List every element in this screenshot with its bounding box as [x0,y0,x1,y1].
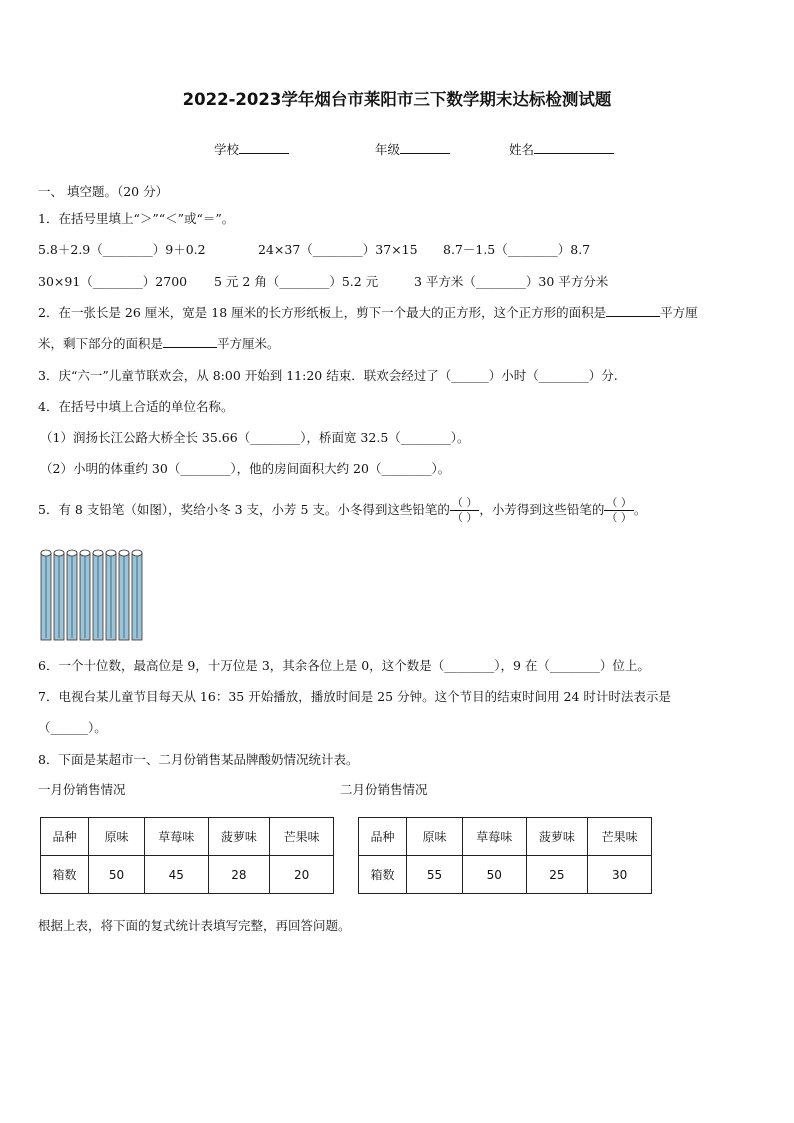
table-header-cell: 原味 [89,818,145,856]
name-blank[interactable] [534,141,614,154]
q1-item: 3 平方米（________）30 平方分米 [414,274,609,289]
pencil-icon [93,550,103,640]
fraction-numerator: （ ） [606,496,632,509]
q2-blank-1[interactable] [606,304,660,317]
february-sales-table [358,817,652,894]
page-title: 2022-2023学年烟台市莱阳市三下数学期末达标检测试题 [182,90,612,109]
table-cell: 45 [144,856,208,894]
table-header-cell: 芒果味 [270,818,334,856]
table-header-row [359,818,652,856]
table-header-row [41,818,334,856]
school-blank[interactable] [239,141,289,154]
table-cell: 55 [407,856,463,894]
school-field [214,140,289,158]
table-header-cell: 草莓味 [144,818,208,856]
section-heading: 一、 填空题。（20 分） [38,184,169,199]
q4-part-1: （1）润扬长江公路大桥全长 35.66（________），桥面宽 32.5（________）。 [40,430,470,445]
pencil-icon [132,550,142,640]
fraction-numerator: （ ） [451,496,478,509]
pencils-figure [38,545,148,643]
q1-item: 5 元 2 角（________）5.2 元 [214,274,379,289]
pencil-icon [119,550,129,640]
q2-text: 米，剩下部分的面积是 [38,336,164,351]
table-row-label: 箱数 [359,856,407,894]
table-1-title: 一月份销售情况 [38,782,126,797]
question-7: 7．电视台某儿童节目每天从 16：35 开始播放，播放时间是 25 分钟。这个节目的结束时间用 24 时计时法表示是 [38,689,671,704]
table-cell: 30 [588,856,652,894]
grade-blank[interactable] [400,141,450,154]
table-header-cell: 草莓味 [462,818,526,856]
table-cell: 28 [208,856,270,894]
table-cell: 25 [526,856,588,894]
q2-text: 2．在一张长是 26 厘米，宽是 18 厘米的长方形纸板上，剪下一个最大的正方形，这个正方形的面积是 [38,305,607,320]
table-header-cell: 芒果味 [588,818,652,856]
table-row [359,856,652,894]
fraction-denominator: （ ） [451,511,478,524]
q1-item: 8.7－1.5（________）8.7 [443,242,591,257]
question-3: 3．庆“六一”儿童节联欢会，从 8:00 开始到 11:20 结束．联欢会经过了（______）小时（________）分. [38,368,618,383]
q1-item: 5.8＋2.9（________）9＋0.2 [38,242,206,257]
q5-text: 。 [633,502,647,517]
question-5 [38,496,646,525]
table-row-label: 箱数 [41,856,89,894]
table-header-cell: 菠萝味 [526,818,588,856]
grade-field [375,140,450,158]
fraction-blank[interactable] [450,496,480,525]
q1-item: 30×91（________）2700 [38,274,188,289]
pencil-icon [54,550,64,640]
table-header-cell: 品种 [41,818,89,856]
table-cell: 20 [270,856,334,894]
fraction-blank[interactable] [604,496,634,525]
pencil-icon [41,550,51,640]
question-1: 1．在括号里填上“＞”“＜”或“＝”。 [38,211,235,226]
pencil-icon [106,550,116,640]
name-label: 姓名 [509,142,535,157]
table-header-cell: 菠萝味 [208,818,270,856]
school-label: 学校 [214,142,240,157]
table-row [41,856,334,894]
table-header-cell: 品种 [359,818,407,856]
grade-label: 年级 [375,142,401,157]
q5-text: 5．有 8 支铅笔（如图），奖给小冬 3 支，小芳 5 支。小冬得到这些铅笔的 [38,502,450,517]
question-7-cont: （______）。 [38,720,107,735]
table-header-cell: 原味 [407,818,463,856]
question-6: 6．一个十位数，最高位是 9，十万位是 3，其余各位上是 0，这个数是（________），9 在（________）位上。 [38,658,650,673]
table-cell: 50 [462,856,526,894]
table-2-title: 二月份销售情况 [340,782,428,797]
fraction-denominator: （ ） [606,511,632,524]
table-cell: 50 [89,856,145,894]
question-2-cont [38,334,280,352]
question-4: 4．在括号中填上合适的单位名称。 [38,399,234,414]
question-8: 8．下面是某超市一、二月份销售某品牌酸奶情况统计表。 [38,752,359,767]
january-sales-table [40,817,334,894]
q2-unit: 平方厘 [660,305,698,320]
question-2 [38,303,698,321]
pencil-icon [80,550,90,640]
q2-blank-2[interactable] [163,335,217,348]
pencil-icon [67,550,77,640]
q5-text: ，小芳得到这些铅笔的 [479,502,605,517]
q1-item: 24×37（________）37×15 [258,242,418,257]
q4-part-2: （2）小明的体重约 30（________），他的房间面积大约 20（________）。 [40,461,451,476]
name-field [509,140,614,158]
q2-unit: 平方厘米。 [217,336,280,351]
q8-instruction: 根据上表，将下面的复式统计表填写完整，再回答问题。 [38,918,351,933]
